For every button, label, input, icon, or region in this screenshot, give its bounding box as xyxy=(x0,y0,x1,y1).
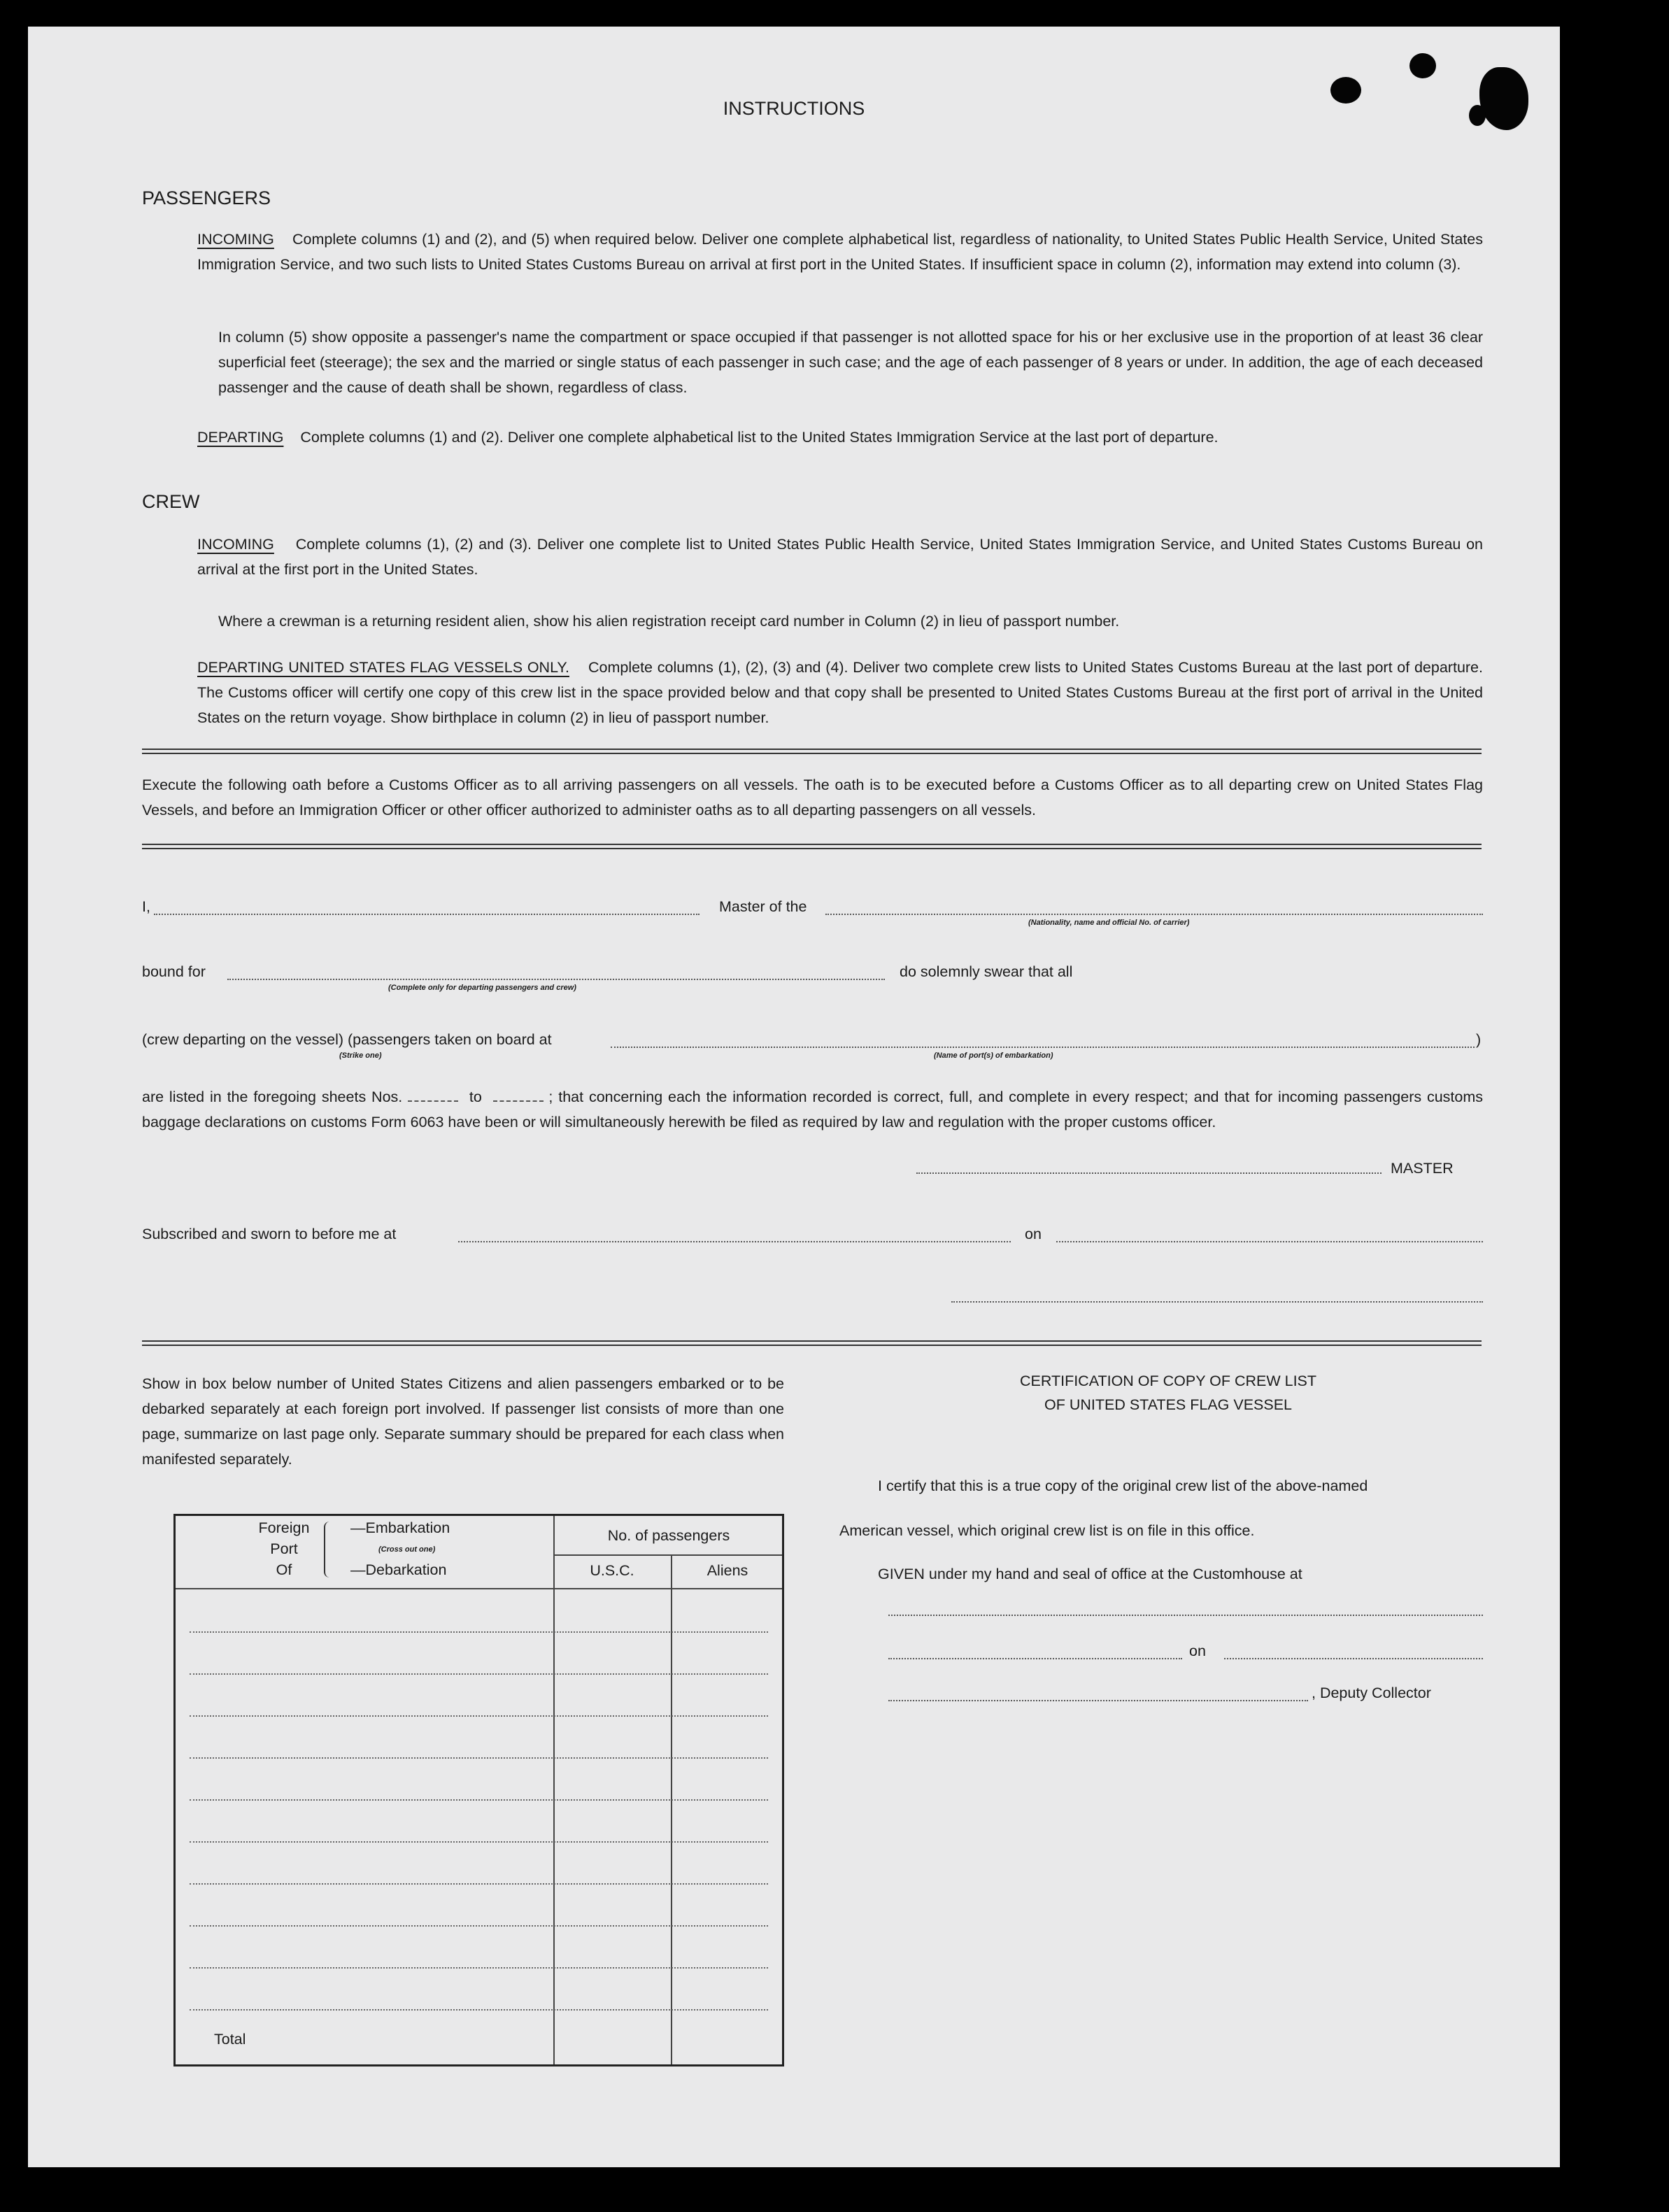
brace xyxy=(324,1522,335,1578)
oath-i-label: I, xyxy=(142,898,150,915)
passengers-column5: In column (5) show opposite a passenger's name the compartment or space occupied if that passenger is not allotted space for his or her exclusive use in the proportion of at least 36 clear superficial feet (steerage); the sex and the married or single status of each passenger in such case; and the age of each passenger of 8 years or under. In addition, the age of each deceased passenger and the cause of death shall be shown, regardless of class. xyxy=(218,329,1483,396)
table-row[interactable] xyxy=(190,1925,768,1927)
header-bottom xyxy=(176,1588,782,1589)
crew-departing-label-line: (crew departing on the vessel) (passengers taken on board at xyxy=(142,1031,552,1048)
crew-resident-alien: Where a crewman is a returning resident alien, show his alien registration receipt card number in Column (2) in lieu of passport number. xyxy=(218,613,1120,630)
cert-line-2: American vessel, which original crew list is on file in this office. xyxy=(839,1522,1255,1539)
cert-title-1: CERTIFICATION OF COPY OF CREW LIST xyxy=(1019,1373,1317,1389)
close-paren: ) xyxy=(1476,1031,1482,1048)
sheet-from-field[interactable] xyxy=(408,1091,458,1102)
col-aliens: Aliens xyxy=(706,1562,748,1579)
subscribed-label: Subscribed and sworn to before me at xyxy=(142,1226,397,1242)
table-row[interactable] xyxy=(190,2009,768,2011)
document-sheet xyxy=(28,27,1560,2167)
table-row[interactable] xyxy=(190,1715,768,1717)
table-row[interactable] xyxy=(190,1673,768,1675)
header-divider xyxy=(553,1554,782,1556)
embarkation-note: (Name of port(s) of embarkation) xyxy=(934,1051,1053,1060)
master-signature-field[interactable] xyxy=(916,1172,1382,1174)
bound-for-field[interactable] xyxy=(227,979,885,980)
crew-heading: CREW xyxy=(142,491,200,512)
master-of-label: Master of the xyxy=(719,898,807,915)
listed-paragraph xyxy=(142,1084,1483,1135)
passengers-departing xyxy=(197,425,1483,450)
passengers-heading: PASSENGERS xyxy=(142,187,271,208)
col-foreign: Foreign xyxy=(258,1519,310,1536)
table-row[interactable] xyxy=(190,1631,768,1633)
master-label: MASTER xyxy=(1391,1160,1454,1177)
oath-intro: Execute the following oath before a Customs Officer as to all arriving passengers on all vessels. The oath is to be executed before a Customs Officer as to all departing crew on United States Flag Vessels, and before an Immigration Officer or other officer authorized to administer oaths as to all departing passengers on all vessels. xyxy=(142,777,1483,818)
crew-departing-label: DEPARTING UNITED STATES FLAG VESSELS ONLY. xyxy=(197,659,569,676)
cert-date-field[interactable] xyxy=(1224,1658,1483,1659)
officer-signature-field[interactable] xyxy=(951,1301,1483,1303)
passenger-summary-table xyxy=(173,1514,784,2066)
listed-text-a: are listed in the foregoing sheets Nos. xyxy=(142,1089,403,1105)
listed-text-b: ; that concerning each the information recorded is correct, full, and complete in every respect; and that for incoming passengers customs baggage declarations on customs Form 6063 have been or will simultaneously herewith be filed as required by law and regulation with the proper customs officer. xyxy=(142,1089,1484,1130)
col-cross-note: (Cross out one) xyxy=(378,1545,436,1554)
listed-to: to xyxy=(469,1089,482,1105)
crew-incoming xyxy=(197,532,1483,582)
swear-label: do solemnly swear that all xyxy=(900,963,1073,980)
cert-place-field[interactable] xyxy=(888,1658,1182,1659)
summary-instructions: Show in box below number of United States Citizens and alien passengers embarked or to be debarked separately at each foreign port involved. If passenger list consists of more than one page, summarize on last page only. Separate summary should be prepared for each class when manifested separately. xyxy=(142,1375,784,1468)
table-row[interactable] xyxy=(190,1841,768,1843)
bound-for-note: (Complete only for departing passengers and crew) xyxy=(388,984,576,992)
sworn-date-field[interactable] xyxy=(1056,1241,1483,1242)
passengers-incoming-text: Complete columns (1) and (2), and (5) when required below. Deliver one complete alphabetical list, regardless of nationality, to United States Public Health Service, United States Immigration Service, and two such lists to United States Customs Bureau on arrival at first port in the United States. If insufficient space in column (2), information may extend into column (3). xyxy=(197,231,1483,273)
col-divider xyxy=(553,1516,555,2064)
carrier-note: (Nationality, name and official No. of carrier) xyxy=(1028,919,1190,927)
divider xyxy=(142,1340,1482,1346)
passengers-incoming xyxy=(197,227,1483,277)
table-row[interactable] xyxy=(190,1967,768,1969)
departing-label: DEPARTING xyxy=(197,429,284,446)
table-row[interactable] xyxy=(190,1799,768,1801)
col-passengers: No. of passengers xyxy=(607,1527,730,1544)
incoming-label: INCOMING xyxy=(197,231,274,248)
crew-departing-text: Complete columns (1), (2), (3) and (4). Deliver two complete crew lists to United States Customs Bureau at the last port of departure. The Customs officer will certify one copy of this crew list in the space provided below and that copy shall be presented to United States Customs Bureau at the first port of arrival in the United States on the return voyage. Show birthplace in column (2) in lieu of passport number. xyxy=(197,659,1483,726)
cert-title-2: OF UNITED STATES FLAG VESSEL xyxy=(1044,1396,1293,1413)
passengers-departing-text: Complete columns (1) and (2). Deliver one complete alphabetical list to the United States Immigration Service at the last port of departure. xyxy=(300,429,1219,446)
col-embarkation: —Embarkation xyxy=(350,1519,450,1536)
crew-departing xyxy=(197,655,1483,730)
table-row[interactable] xyxy=(190,1757,768,1759)
sworn-place-field[interactable] xyxy=(458,1241,1011,1242)
cert-line-1: I certify that this is a true copy of the original crew list of the above-named xyxy=(878,1477,1368,1494)
total-label: Total xyxy=(214,2031,246,2048)
table-row[interactable] xyxy=(190,1883,768,1885)
embarkation-port-field[interactable] xyxy=(611,1047,1475,1048)
deputy-signature-field[interactable] xyxy=(888,1700,1308,1701)
col-port: Port xyxy=(270,1540,298,1557)
deputy-collector-label: , Deputy Collector xyxy=(1312,1685,1431,1701)
bound-for-label: bound for xyxy=(142,963,206,980)
page-title: INSTRUCTIONS xyxy=(723,98,865,119)
ink-blot xyxy=(1409,53,1436,78)
col-debarkation: —Debarkation xyxy=(350,1561,447,1578)
strike-note: (Strike one) xyxy=(339,1051,382,1060)
cert-on-label: on xyxy=(1189,1643,1206,1659)
cert-line-3: GIVEN under my hand and seal of office at the Customhouse at xyxy=(878,1566,1302,1582)
customhouse-field[interactable] xyxy=(888,1615,1483,1616)
divider xyxy=(142,844,1482,849)
crew-incoming-label: INCOMING xyxy=(197,536,274,553)
col-usc: U.S.C. xyxy=(590,1562,634,1579)
master-name-field[interactable] xyxy=(154,914,699,915)
sheet-to-field[interactable] xyxy=(493,1091,544,1102)
col-of: Of xyxy=(276,1561,292,1578)
sworn-on-label: on xyxy=(1025,1226,1042,1242)
carrier-field[interactable] xyxy=(825,914,1483,915)
crew-incoming-text: Complete columns (1), (2) and (3). Deliver one complete list to United States Public Health Service, United States Immigration Service, and United States Customs Bureau on arrival at the first port in the United States. xyxy=(197,536,1483,578)
divider xyxy=(142,749,1482,754)
